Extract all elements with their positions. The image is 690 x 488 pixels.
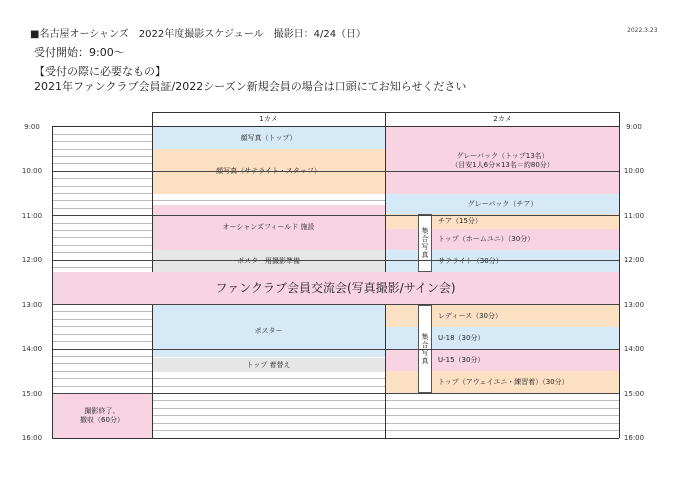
group-photo-box: 集合写真 bbox=[418, 214, 432, 272]
time-label-left: 11:00 bbox=[21, 212, 43, 220]
time-label-right: 9:00 bbox=[626, 123, 642, 131]
required-items-heading: 【受付の際に必要なもの】 bbox=[34, 65, 166, 78]
block-label: 顔写真（サテライト・スタッフ） bbox=[216, 167, 321, 175]
time-label-left: 15:00 bbox=[21, 390, 43, 398]
cam2-grayback-cheer-block bbox=[386, 194, 619, 214]
document-date: 2022.3.23 bbox=[627, 27, 658, 34]
reception-start: 受付開始：9:00～ bbox=[34, 46, 125, 59]
block-label: グレーバック（トップ13名） bbox=[456, 151, 549, 160]
column-header-cam1: 1カメ bbox=[259, 115, 278, 123]
block-label: トップ（ホームユニ）（30分） bbox=[438, 235, 535, 243]
page-title: ■名古屋オーシャンズ 2022年度撮影スケジュール 撮影日：4/24（日） bbox=[30, 29, 367, 40]
block-label: トップ 着替え bbox=[246, 360, 291, 369]
time-label-right: 11:00 bbox=[623, 212, 645, 220]
block-label: グレーバック（チア） bbox=[467, 199, 538, 208]
cam1-poster-prep-block bbox=[152, 250, 385, 272]
time-label-left: 14:00 bbox=[21, 345, 43, 353]
required-items-text: 2021年ファンクラブ会員証/2022シーズン新規会員の場合は口頭にてお知らせください bbox=[34, 80, 467, 93]
time-label-left: 12:00 bbox=[21, 256, 43, 264]
time-label-right: 10:00 bbox=[623, 167, 645, 175]
block-label: 顔写真（トップ） bbox=[240, 133, 297, 142]
time-label-right: 12:00 bbox=[623, 256, 645, 264]
group-photo-box: 集合写真 bbox=[418, 305, 432, 393]
fanclub-event-band bbox=[52, 272, 619, 305]
time-label-right: 15:00 bbox=[623, 390, 645, 398]
time-label-left: 13:00 bbox=[21, 301, 43, 309]
block-label: ファンクラブ会員交流会(写真撮影/サイン会) bbox=[215, 281, 456, 295]
cam2-grayback-top-block bbox=[386, 127, 619, 194]
cam1-field-block bbox=[152, 205, 385, 250]
time-label-right: 13:00 bbox=[623, 301, 645, 309]
block-label: ポスター bbox=[254, 326, 283, 335]
block-label: サテライト（30分） bbox=[438, 256, 503, 265]
block-label: 撮影終了、 撤収（60分） bbox=[80, 407, 124, 424]
cam1-face-top-block bbox=[152, 127, 385, 149]
left-end-block bbox=[52, 394, 152, 438]
column-header-cam2: 2カメ bbox=[493, 115, 512, 123]
block-label: オーシャンズフィールド 施設 bbox=[222, 223, 315, 231]
cam1-change-block bbox=[152, 358, 385, 372]
block-label: （目安1人6分×13名＝約80分） bbox=[451, 160, 554, 169]
time-label-left: 16:00 bbox=[21, 434, 43, 442]
block-label: レディース（30分） bbox=[438, 311, 502, 320]
block-label: U-18（30分） bbox=[438, 333, 485, 342]
block-label: ポスター用撮影準備 bbox=[237, 256, 300, 265]
block-label: トップ（アウェイユニ・練習着）（30分） bbox=[438, 377, 569, 386]
time-label-left: 10:00 bbox=[21, 167, 43, 175]
block-label: U-15（30分） bbox=[438, 355, 485, 364]
time-label-left: 9:00 bbox=[24, 123, 40, 131]
time-label-right: 14:00 bbox=[623, 345, 645, 353]
block-label: チア（15分） bbox=[438, 217, 482, 225]
time-label-right: 16:00 bbox=[623, 434, 645, 442]
